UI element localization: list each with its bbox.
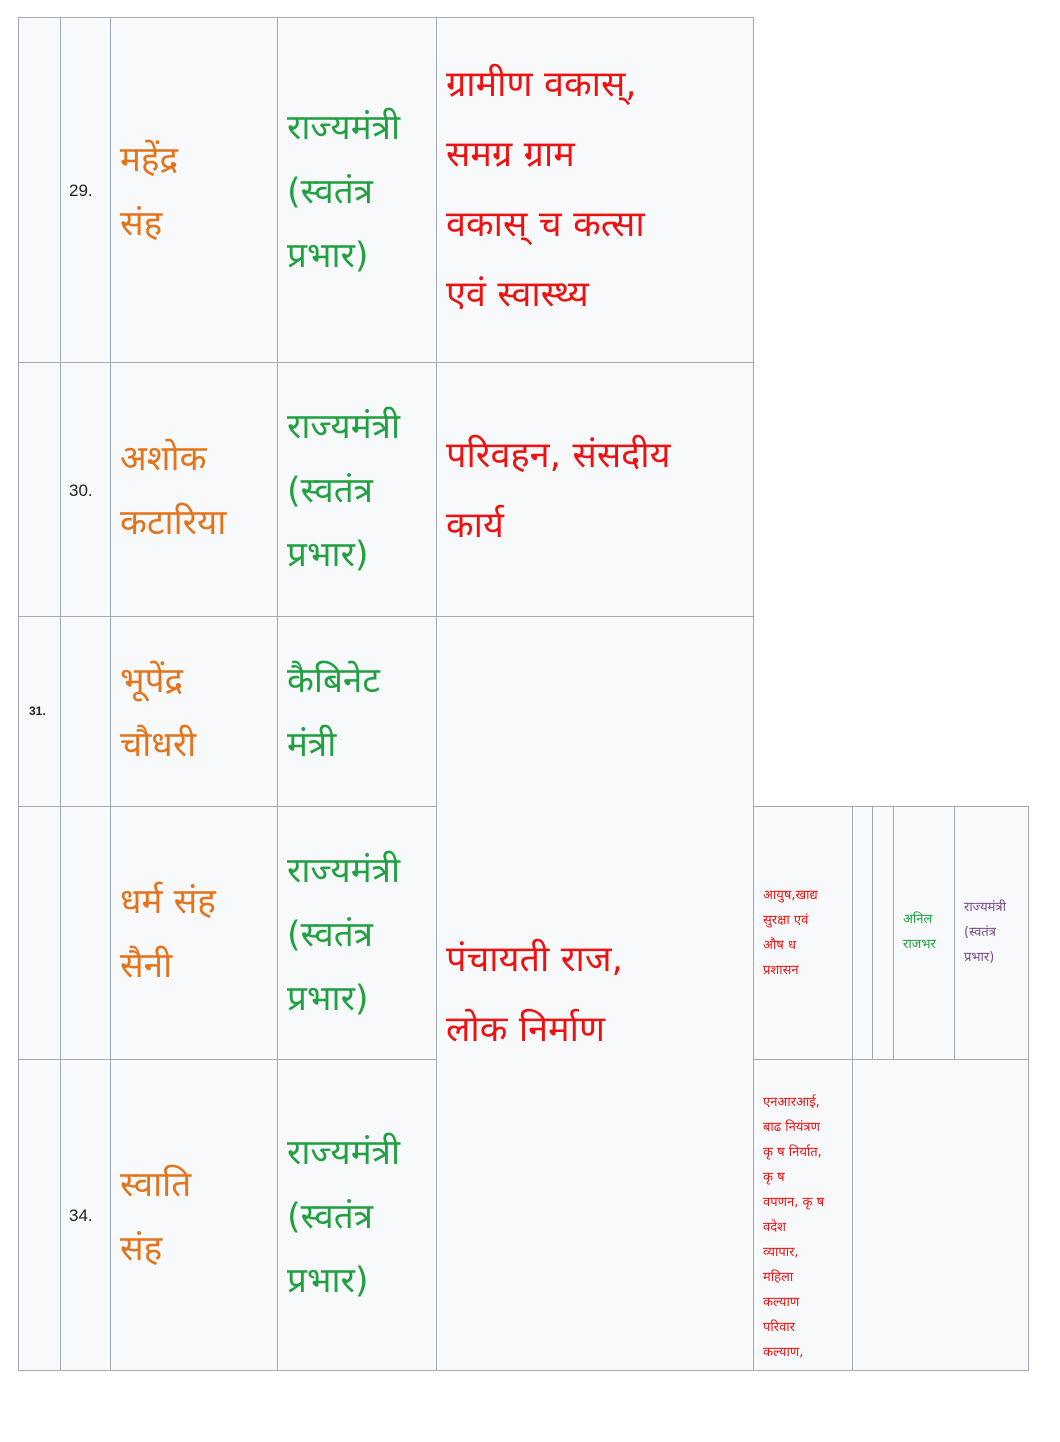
table-cell [852,806,873,1060]
department: एनआरआई, बाढ नियंत्रण कृ ष निर्यात, कृ ष वपणन, कृ ष वदेश व्यापार, महिला कल्याण परिवार कल्याण, [763,1095,825,1360]
table-cell [18,1059,61,1371]
minister-rank: राज्यमंत्री (स्वतंत्र प्रभार) [964,900,1006,965]
minister-name: स्वाति संह [120,1165,192,1269]
minister-name: अनिल राजभर [903,912,936,952]
table-cell [18,806,61,1060]
minister-rank: कैबिनेट मंत्री [287,661,380,765]
row-number: 34. [69,1206,93,1225]
department: आयुष,खाद्य सुरक्षा एवं औष ध प्रशासन [763,888,818,978]
minister-name: धर्म संह सैनी [120,882,216,986]
minister-rank: राज्यमंत्री (स्वतंत्र प्रभार) [287,407,401,575]
table-cell [18,17,61,363]
table-cell [872,806,894,1060]
department: पंचायती राज, लोक निर्माण [446,939,624,1050]
minister-name: महेंद्र संह [120,140,179,244]
table-cell [60,806,111,1060]
table-cell [852,1059,1029,1371]
table-cell [18,362,61,617]
row-number: 29. [69,181,93,200]
table-cell [60,616,111,807]
minister-name: भूपेंद्र चौधरी [120,661,197,765]
row-number: 31. [29,704,46,718]
row-number: 30. [69,481,93,500]
minister-rank: राज्यमंत्री (स्वतंत्र प्रभार) [287,108,401,276]
department: परिवहन, संसदीय कार्य [446,435,671,546]
minister-rank: राज्यमंत्री (स्वतंत्र प्रभार) [287,1133,401,1301]
minister-name: अशोक कटारिया [120,439,227,543]
minister-rank: राज्यमंत्री (स्वतंत्र प्रभार) [287,851,401,1019]
department: ग्रामीण वकास्, समग्र ग्राम वकास् च कत्सा एवं स्वास्थ्य [446,64,645,315]
